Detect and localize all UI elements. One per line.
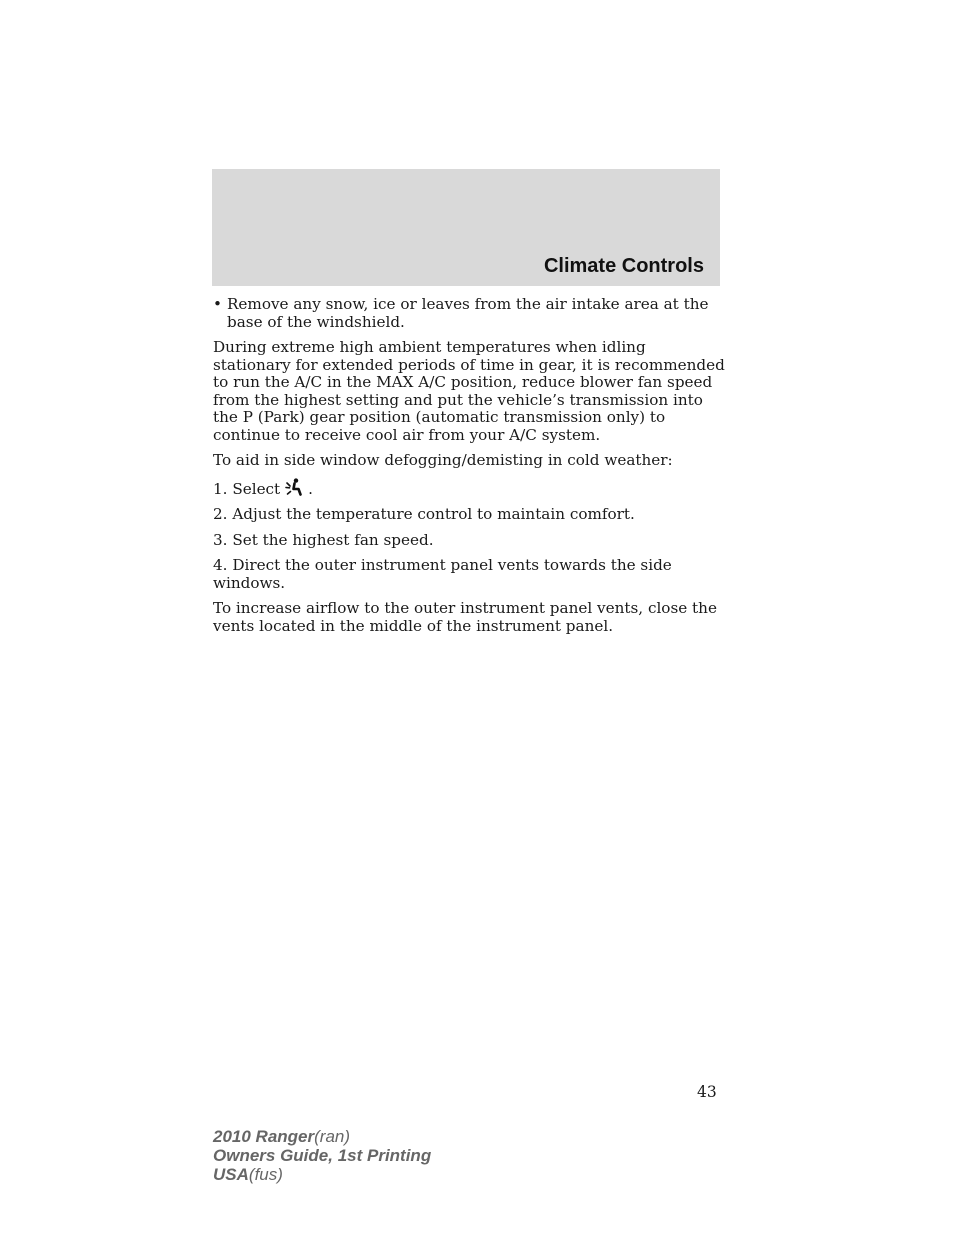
section-title: Climate Controls: [543, 255, 704, 277]
floor-defrost-mode-icon: [282, 478, 304, 496]
step-1-prefix: 1. Select: [213, 479, 281, 498]
section-header-band: [212, 169, 720, 286]
footer-model-code: (ran): [314, 1127, 351, 1146]
footer-line-2: Owners Guide, 1st Printing: [213, 1146, 432, 1165]
footer-line-3: [213, 1165, 431, 1184]
footer-model: 2010 Ranger: [213, 1127, 315, 1146]
paragraph-defog-intro: To aid in side window defogging/demisting in cold weather:: [213, 451, 673, 469]
footer-market: USA: [213, 1165, 249, 1184]
step-2: 2. Adjust the temperature control to maintain comfort.: [213, 505, 635, 523]
footer-print-info: [213, 1127, 431, 1184]
footer-market-code: (fus): [248, 1165, 283, 1184]
bullet-item: [213, 296, 725, 331]
page-number: 43: [697, 1083, 717, 1101]
step-1-suffix: .: [308, 479, 313, 498]
page-content: [213, 296, 725, 643]
footer-line-1: [213, 1127, 431, 1146]
step-3: 3. Set the highest fan speed.: [213, 530, 434, 549]
bullet-text: Remove any snow, ice or leaves from the air intake area at the base of the windshield.: [227, 295, 709, 331]
paragraph-extreme-heat: During extreme high ambient temperatures when idling stationary for extended periods of time in gear, it is recommended to run the A/C in the MAX A/C position, reduce blower fan speed from the highest setting and put the vehicle’s transmission into the P (Park) gear position (automatic transmission only) to continue to receive cool air from your A/C system.: [213, 338, 725, 444]
bullet-dot: •: [213, 295, 222, 313]
step-1: [213, 478, 725, 499]
paragraph-airflow: To increase airflow to the outer instrument panel vents, close the vents located in the middle of the instrument panel.: [213, 599, 717, 635]
step-4: 4. Direct the outer instrument panel vents towards the side windows.: [213, 556, 672, 592]
